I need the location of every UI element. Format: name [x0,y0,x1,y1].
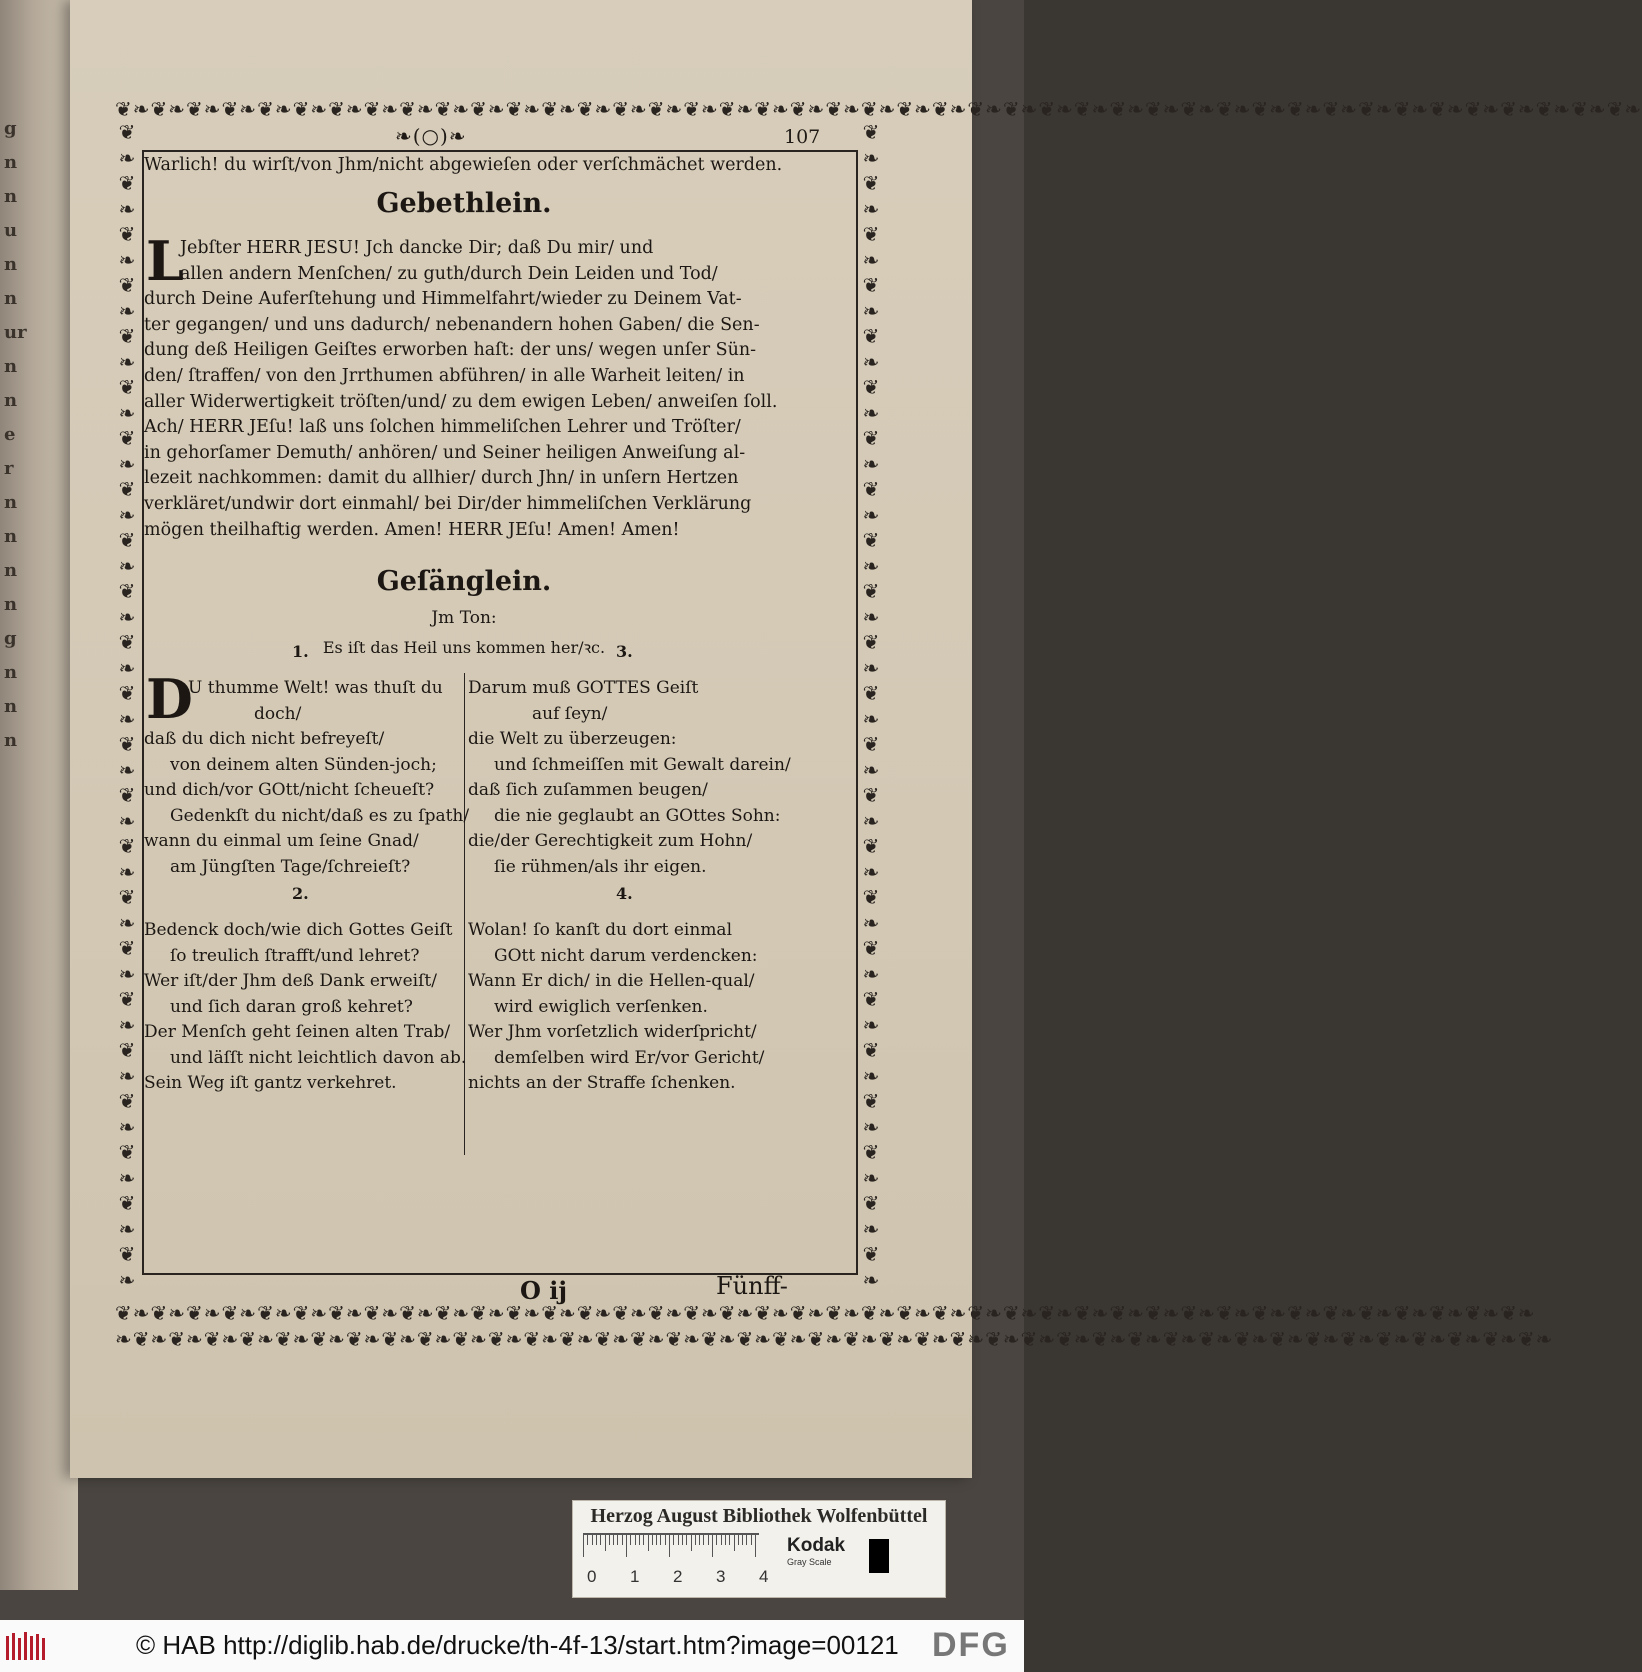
previous-page-glyph: n [4,356,18,377]
verse-line: GOtt nicht darum verdencken: [494,945,758,966]
scale-ruler [583,1533,759,1561]
previous-page-glyph: g [4,118,17,139]
prayer-line: den/ ſtraffen/ von den Jrrthumen abführen/ in alle Warheit leiten/ in [144,366,745,386]
scale-tick [583,1535,584,1557]
verse-line: nichts an der Straffe ſchenken. [468,1073,736,1093]
scale-tick [660,1535,661,1545]
prayer-line: verkläret/undwir dort einmahl/ bei Dir/der himmeliſchen Verklärung [144,494,752,514]
verse-line: wird ewiglich verſenken. [494,996,708,1017]
prayer-line: allen andern Menſchen/ zu guth/durch Dein Leiden und Tod/ [180,263,718,284]
scale-number: 0 [587,1567,597,1586]
scale-number: 1 [630,1567,640,1586]
scale-tick [587,1535,588,1545]
scale-number: 2 [673,1567,683,1586]
verse-line: Gedenkſt du nicht/daß es zu ſpath/ [170,805,470,826]
previous-page-glyph: n [4,288,18,309]
scale-tick [622,1535,623,1545]
verse-number: 4. [616,884,633,903]
gray-scale-label: Gray Scale [787,1557,832,1567]
scale-number: 3 [716,1567,726,1586]
tune-name: Es iſt das Heil uns kommen her/ꝛc. [322,638,606,657]
prayer-line: ter gegangen/ und uns dadurch/ nebenandern hohen Gaben/ die Sen- [144,314,760,335]
scale-tick [691,1535,692,1551]
scale-tick [712,1535,713,1557]
verse-line: und ſich daran groß kehret? [170,996,413,1017]
scale-tick [605,1535,606,1551]
verse-line: und ſchmeiſſen mit Gewalt darein/ [494,754,791,775]
header-rule [142,150,856,152]
verse-line: Sein Weg iſt gantz verkehret. [144,1073,397,1093]
footer-bar [0,1620,1024,1672]
prayer-line: Jebſter HERR JESU! Jch dancke Dir; daß Du mir/ und [180,238,654,258]
scale-tick [609,1535,610,1545]
scale-tick [716,1535,717,1545]
verse-line: Wolan! ſo kanſt du dort einmal [468,920,733,940]
verse-line: Wann Er dich/ in die Hellen-qual/ [468,971,755,991]
page-number: 107 [784,126,821,148]
scale-tick [600,1535,601,1545]
scale-tick [626,1535,627,1557]
ornament-border-bottom-2: ❧❦❧❦❧❦❧❦❧❦❧❦❧❦❧❦❧❦❧❦❧❦❧❦❧❦❧❦❧❦❧❦❧❦❧❦❧❦❧❦❧❦❧❦❧❦❧❦❧❦❧❦❧❦❧❦❧❦❧❦❧❦❧❦❧❦❧❦❧❦❧❦❧❦❧❦❧❦❧❦❧ [115,1327,1554,1351]
scale-tick [746,1535,747,1545]
scale-tick [613,1535,614,1545]
previous-page-glyph: g [4,628,17,649]
previous-page-glyph: n [4,152,18,173]
prayer-heading: Gebethlein. [376,188,552,219]
scale-tick [643,1535,644,1545]
previous-page-glyph: e [4,424,16,445]
scale-tick [725,1535,726,1545]
scale-tick [635,1535,636,1545]
verse-line: daß du dich nicht befreyeſt/ [144,729,385,749]
scale-tick [686,1535,687,1545]
verse-line: wann du einmal um ſeine Gnad/ [144,831,419,851]
previous-page-edge [0,0,78,1590]
previous-page-glyph: n [4,186,18,207]
ornament-border-top: ❦❧❦❧❦❧❦❧❦❧❦❧❦❧❦❧❦❧❦❧❦❧❦❧❦❧❦❧❦❧❦❧❦❧❦❧❦❧❦❧❦❧❦❧❦❧❦❧❦❧❦❧❦❧❦❧❦❧❦❧❦❧❦❧❦❧❦❧❦❧❦❧❦❧❦❧❦❧❦❧❦❧❦❧❦❧ [115,97,1642,121]
verse-line: am Jüngſten Tage/ſchreieſt? [170,856,411,877]
verse-line: auf ſeyn/ [532,703,608,724]
prayer-line: mögen theilhaftig werden. Amen! HERR JEſu! Amen! Amen! [144,519,680,540]
scale-tick [708,1535,709,1545]
previous-page-glyph: n [4,492,18,513]
scale-tick [639,1535,640,1545]
prayer-line: aller Widerwertigkeit tröſten/und/ zu dem ewigen Leben/ anweiſen ſoll. [144,391,778,412]
verse-line: demſelben wird Er/vor Gericht/ [494,1047,765,1068]
scale-tick [695,1535,696,1545]
prayer-line: lezeit nachkommen: damit du allhier/ durch Jhn/ in unſern Hertzen [144,468,739,489]
previous-page-glyph: r [4,458,14,479]
previous-page-glyph: ur [4,322,27,343]
scale-tick [673,1535,674,1545]
library-color-card [572,1500,946,1598]
previous-page-glyph: u [4,220,18,241]
catchword: Fünff- [716,1272,788,1300]
scale-tick [729,1535,730,1545]
scale-tick [721,1535,722,1545]
previous-page-glyph: n [4,254,18,275]
verse-line: U thumme Welt! was thuſt du [188,678,443,698]
tune-label: Jm Ton: [431,608,497,628]
verse-line: Darum muß GOTTES Geiſt [468,678,699,698]
scale-tick [630,1535,631,1545]
ornament-border-right: ❦ ❧ ❦ ❧ ❦ ❧ ❦ ❧ ❦ ❧ ❦ ❧ ❦ ❧ ❦ ❧ ❦ ❧ ❦ ❧ ❦ ❧ ❦ ❧ ❦ ❧ ❦ ❧ ❦ ❧ ❦ ❧ ❦ ❧ ❦ ❧ ❦ ❧ ❦ ❧ ❦ ❧ ❦ ❧ ❦ ❧ [862,120,880,1292]
verse-number: 2. [292,884,309,903]
scale-tick [751,1535,752,1545]
song-heading: Geſänglein. [376,566,552,597]
verse-number: 1. [292,642,309,661]
verse-line: und läſſt nicht leichtlich davon ab. [170,1047,467,1068]
verse-dropcap: D [146,667,193,731]
prayer-line: dung deß Heiligen Geiſtes erworben haſt: der uns/ wegen unſer Sün- [144,340,757,361]
verse-line: doch/ [254,703,302,724]
ornament-border-left: ❦ ❧ ❦ ❧ ❦ ❧ ❦ ❧ ❦ ❧ ❦ ❧ ❦ ❧ ❦ ❧ ❦ ❧ ❦ ❧ ❦ ❧ ❦ ❧ ❦ ❧ ❦ ❧ ❦ ❧ ❦ ❧ ❦ ❧ ❦ ❧ ❦ ❧ ❦ ❧ ❦ ❧ ❦ ❧ ❦ ❧ [118,120,136,1292]
kodak-logo: Kodak [787,1535,846,1556]
scale-tick [734,1535,735,1551]
verse-line: daß ſich zuſammen beugen/ [468,780,708,800]
previous-page-glyph: n [4,560,18,581]
previous-page-glyph: n [4,662,18,683]
scale-tick [665,1535,666,1545]
library-name: Herzog August Bibliothek Wolfenbüttel [590,1505,928,1527]
scale-tick [596,1535,597,1545]
scale-tick [678,1535,679,1545]
scale-tick [682,1535,683,1545]
prayer-dropcap: L [146,229,184,293]
verse-line: von deinem alten Sünden-joch; [170,754,437,775]
previous-page-glyph: n [4,390,18,411]
verse-number: 3. [616,642,633,661]
scale-tick [738,1535,739,1545]
scale-tick [652,1535,653,1545]
scale-tick [656,1535,657,1545]
signature-mark: O ij [520,1276,568,1305]
verse-line: die nie geglaubt an GOttes Sohn: [494,805,781,826]
scale-tick [669,1535,670,1557]
previous-page-glyph: n [4,730,18,751]
prayer-line: Ach/ HERR JEſu! laß uns ſolchen himmeliſchen Lehrer und Tröſter/ [144,417,741,438]
verse-line: Bedenck doch/wie dich Gottes Geiſt [144,920,453,940]
dfg-logo: DFG [932,1626,1010,1664]
previous-page-glyph: n [4,526,18,547]
column-divider [464,673,465,1155]
scale-tick [617,1535,618,1545]
verse-line: und dich/vor GOtt/nicht ſcheueſt? [144,780,435,800]
source-url[interactable]: © HAB http://diglib.hab.de/drucke/th-4f-13/start.htm?image=00121 [136,1630,899,1660]
scale-tick [592,1535,593,1545]
scale-tick [742,1535,743,1545]
verse-line: Wer iſt/der Jhm deß Dank erweiſt/ [144,971,437,991]
previous-page-glyph: n [4,594,18,615]
verse-line: Der Menſch geht ſeinen alten Trab/ [144,1022,451,1042]
verse-line: die Welt zu überzeugen: [468,729,677,749]
scale-tick [648,1535,649,1551]
scale-tick [703,1535,704,1545]
top-line: Warlich! du wirſt/von Jhm/nicht abgewieſen oder verſchmächet werden. [144,155,783,175]
gray-scale-patch [863,1533,895,1579]
previous-page-glyph: n [4,696,18,717]
verse-line: ſo treulich ſtrafft/und lehret? [170,945,420,966]
hab-logo-icon [4,1630,48,1664]
verse-line: ſie rühmen/als ihr eigen. [494,856,707,877]
verse-line: Wer Jhm vorſetzlich widerſpricht/ [468,1022,757,1042]
ornament-border-bottom-1: ❦❧❦❧❦❧❦❧❦❧❦❧❦❧❦❧❦❧❦❧❦❧❦❧❦❧❦❧❦❧❦❧❦❧❦❧❦❧❦❧❦❧❦❧❦❧❦❧❦❧❦❧❦❧❦❧❦❧❦❧❦❧❦❧❦❧❦❧❦❧❦❧❦❧❦❧❦❧❦❧ [115,1301,1536,1325]
scale-tick [699,1535,700,1545]
prayer-line: durch Deine Auferſtehung und Himmelfahrt/wieder zu Deinem Vat- [144,289,742,310]
scale-number: 4 [759,1567,769,1586]
verse-line: die/der Gerechtigkeit zum Hohn/ [468,831,753,851]
scale-tick [755,1535,756,1557]
prayer-line: in gehorſamer Demuth/ anhören/ und Seiner heiligen Anweiſung al- [144,442,746,463]
header-ornament: ❧(○)❧ [395,124,467,148]
